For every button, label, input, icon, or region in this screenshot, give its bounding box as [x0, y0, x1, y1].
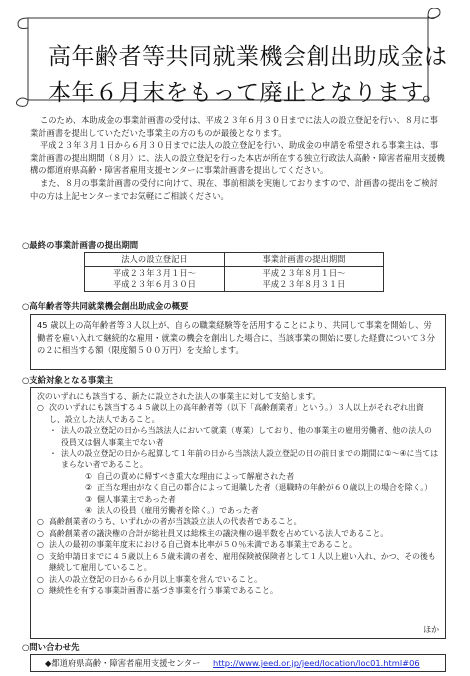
overview-box [30, 314, 446, 370]
deadline-table [84, 252, 384, 292]
overview-text: 45 歳以上の高年齢者等３人以上が、自らの職業経験等を活用することにより、共同して事業を開始し、労働者を雇い入れて継続的な雇用・就業の機会を創出した場合に、当該事業の開始に要した経費について３分の２に相当する額（限度額５００万円）を支給します。 [37, 320, 436, 355]
eligible-item [37, 505, 439, 516]
deadline-col2-line-2: 平成２３年８月３１日 [262, 279, 346, 289]
eligible-box [30, 387, 446, 639]
eligible-item-marker: ① [85, 471, 93, 481]
eligible-item-text: 法人の役員（雇用労働者を除く。）であった者 [97, 506, 259, 516]
eligible-item [37, 402, 439, 425]
intro-paragraph-3: また、８月の事業計画書の受付に向けて、現在、事前相談を実施しておりますので、計画書の提出をご検討中の方は上記センターまでお気軽にご相談ください。 [30, 177, 438, 201]
banner-title-line-2: 本年６月末をもって廃止となります。 [48, 80, 446, 106]
contact-label: ◆都道府県高齢・障害者雇用支援センター [45, 658, 201, 668]
eligible-item-marker: ○ [37, 403, 44, 413]
eligible-item [37, 482, 439, 493]
eligible-item-marker: ③ [85, 494, 93, 504]
eligible-item-marker: ② [85, 483, 93, 493]
deadline-col2-header: 事業計画書の提出期間 [225, 253, 384, 267]
eligible-item-marker: ④ [85, 506, 93, 516]
eligible-item-text: 個人事業主であった者 [97, 494, 176, 504]
eligible-item-text: 法人の最初の事業年度末における自己資本比率が５０％未満である事業主であること。 [49, 540, 357, 550]
deadline-col2-value [225, 267, 384, 292]
deadline-col1-value [85, 267, 225, 292]
eligible-item [37, 528, 439, 539]
eligible-item-marker: ○ [37, 528, 44, 538]
eligible-item-text: 法人の設立登記の日から起算して１年前の日から当該法人設立登記の日の前日までの期間に①～④に当てはまらない者であること。 [61, 449, 439, 470]
eligible-item-marker: ・ [49, 426, 57, 436]
banner-title-line-1: 高年齢者等共同就業機会創出助成金は [48, 44, 448, 70]
intro-text [30, 114, 446, 202]
eligible-item-text: 自己の責めに帰すべき重大な理由によって解雇された者 [97, 471, 295, 481]
overview-heading: ○高年齢者等共同就業機会創出助成金の概要 [22, 301, 189, 311]
eligible-item [37, 551, 439, 574]
eligible-item [37, 574, 439, 585]
eligible-item-text: 法人の設立登記の日から当該法人において就業（専業）しており、他の事業主の雇用労働者、他の法人の役員又は個人事業主でない者 [61, 426, 432, 447]
deadline-col1-header: 法人の設立登記日 [85, 253, 225, 267]
deadline-heading: ○最終の事業計画書の提出期間 [22, 240, 139, 250]
title-banner [14, 8, 448, 108]
eligible-item [37, 539, 439, 550]
eligible-item-marker: ○ [37, 574, 44, 584]
intro-paragraph-2: 平成２３年３月１日から６月３０日までに法人の設立登記を行い、助成金の申請を希望される事業主は、事業計画書の提出期間（８月）に、法人の設立登記を行った本店が所在する独立行政法人高齢・障害者雇用支援機構の都道府県高齢・障害者雇用支援センターに事業計画書を提出してください。 [30, 140, 445, 176]
contact-box [30, 654, 446, 672]
contact-heading: ○問い合わせ先 [22, 642, 80, 652]
eligible-item-marker: ○ [37, 540, 44, 550]
eligible-item [37, 471, 439, 482]
eligible-item-text: 高齢創業者の議決権の合計が総社員又は総株主の議決権の過半数を占めている法人であること。 [49, 528, 389, 538]
eligible-item-text: 支給申請日までに４５歳以上６５歳未満の者を、雇用保険被保険者として１人以上雇い入れ、かつ、その後も継続して雇用していること。 [49, 551, 436, 573]
eligible-list [37, 402, 439, 596]
eligible-item [37, 585, 439, 596]
deadline-col1-line-1: 平成２３年３月１日～ [113, 268, 196, 278]
deadline-col1-line-2: 平成２３年６月３０日 [113, 279, 196, 289]
eligible-item-text: 法人の設立登記の日から６か月以上事業を営んでいること。 [49, 574, 263, 584]
eligible-item [37, 494, 439, 505]
contact-link[interactable]: http://www.jeed.or.jp/jeed/location/loc01.html#06 [213, 658, 420, 668]
eligible-item [37, 425, 439, 448]
eligible-item-marker: ○ [37, 585, 44, 595]
eligible-lead: 次のいずれにも該当する、新たに設立された法人の事業主に対して支給します。 [37, 392, 321, 401]
eligible-item-marker: ○ [37, 517, 44, 527]
intro-paragraph-1: このため、本助成金の事業計画書の受付は、平成２３年６月３０日までに法人の設立登記を行い、８月に事業計画書を提出していただいた事業主の方のものが最後となります。 [30, 115, 438, 138]
eligible-item-marker: ・ [49, 449, 57, 459]
eligible-item-text: 次のいずれにも該当する４５歳以上の高年齢者等（以下「高齢創業者」という。）３人以上がそれぞれ出資し、設立した法人であること。 [49, 403, 424, 424]
eligible-etc: ほか [423, 624, 439, 634]
eligible-item-text: 正当な理由がなく自己の都合によって退職した者（退職時の年齢が６０歳以上の場合を除く。） [97, 483, 433, 493]
eligible-item-text: 高齢創業者のうち、いずれかの者が当該設立法人の代表者であること。 [49, 517, 302, 527]
eligible-item-text: 継続性を有する事業計画書に基づき事業を行う事業であること。 [49, 585, 278, 595]
deadline-col2-line-1: 平成２３年８月１日～ [262, 268, 346, 278]
eligible-heading: ○支給対象となる事業主 [22, 375, 114, 385]
eligible-item [37, 448, 439, 471]
eligible-item-marker: ○ [37, 551, 44, 561]
eligible-item [37, 516, 439, 527]
